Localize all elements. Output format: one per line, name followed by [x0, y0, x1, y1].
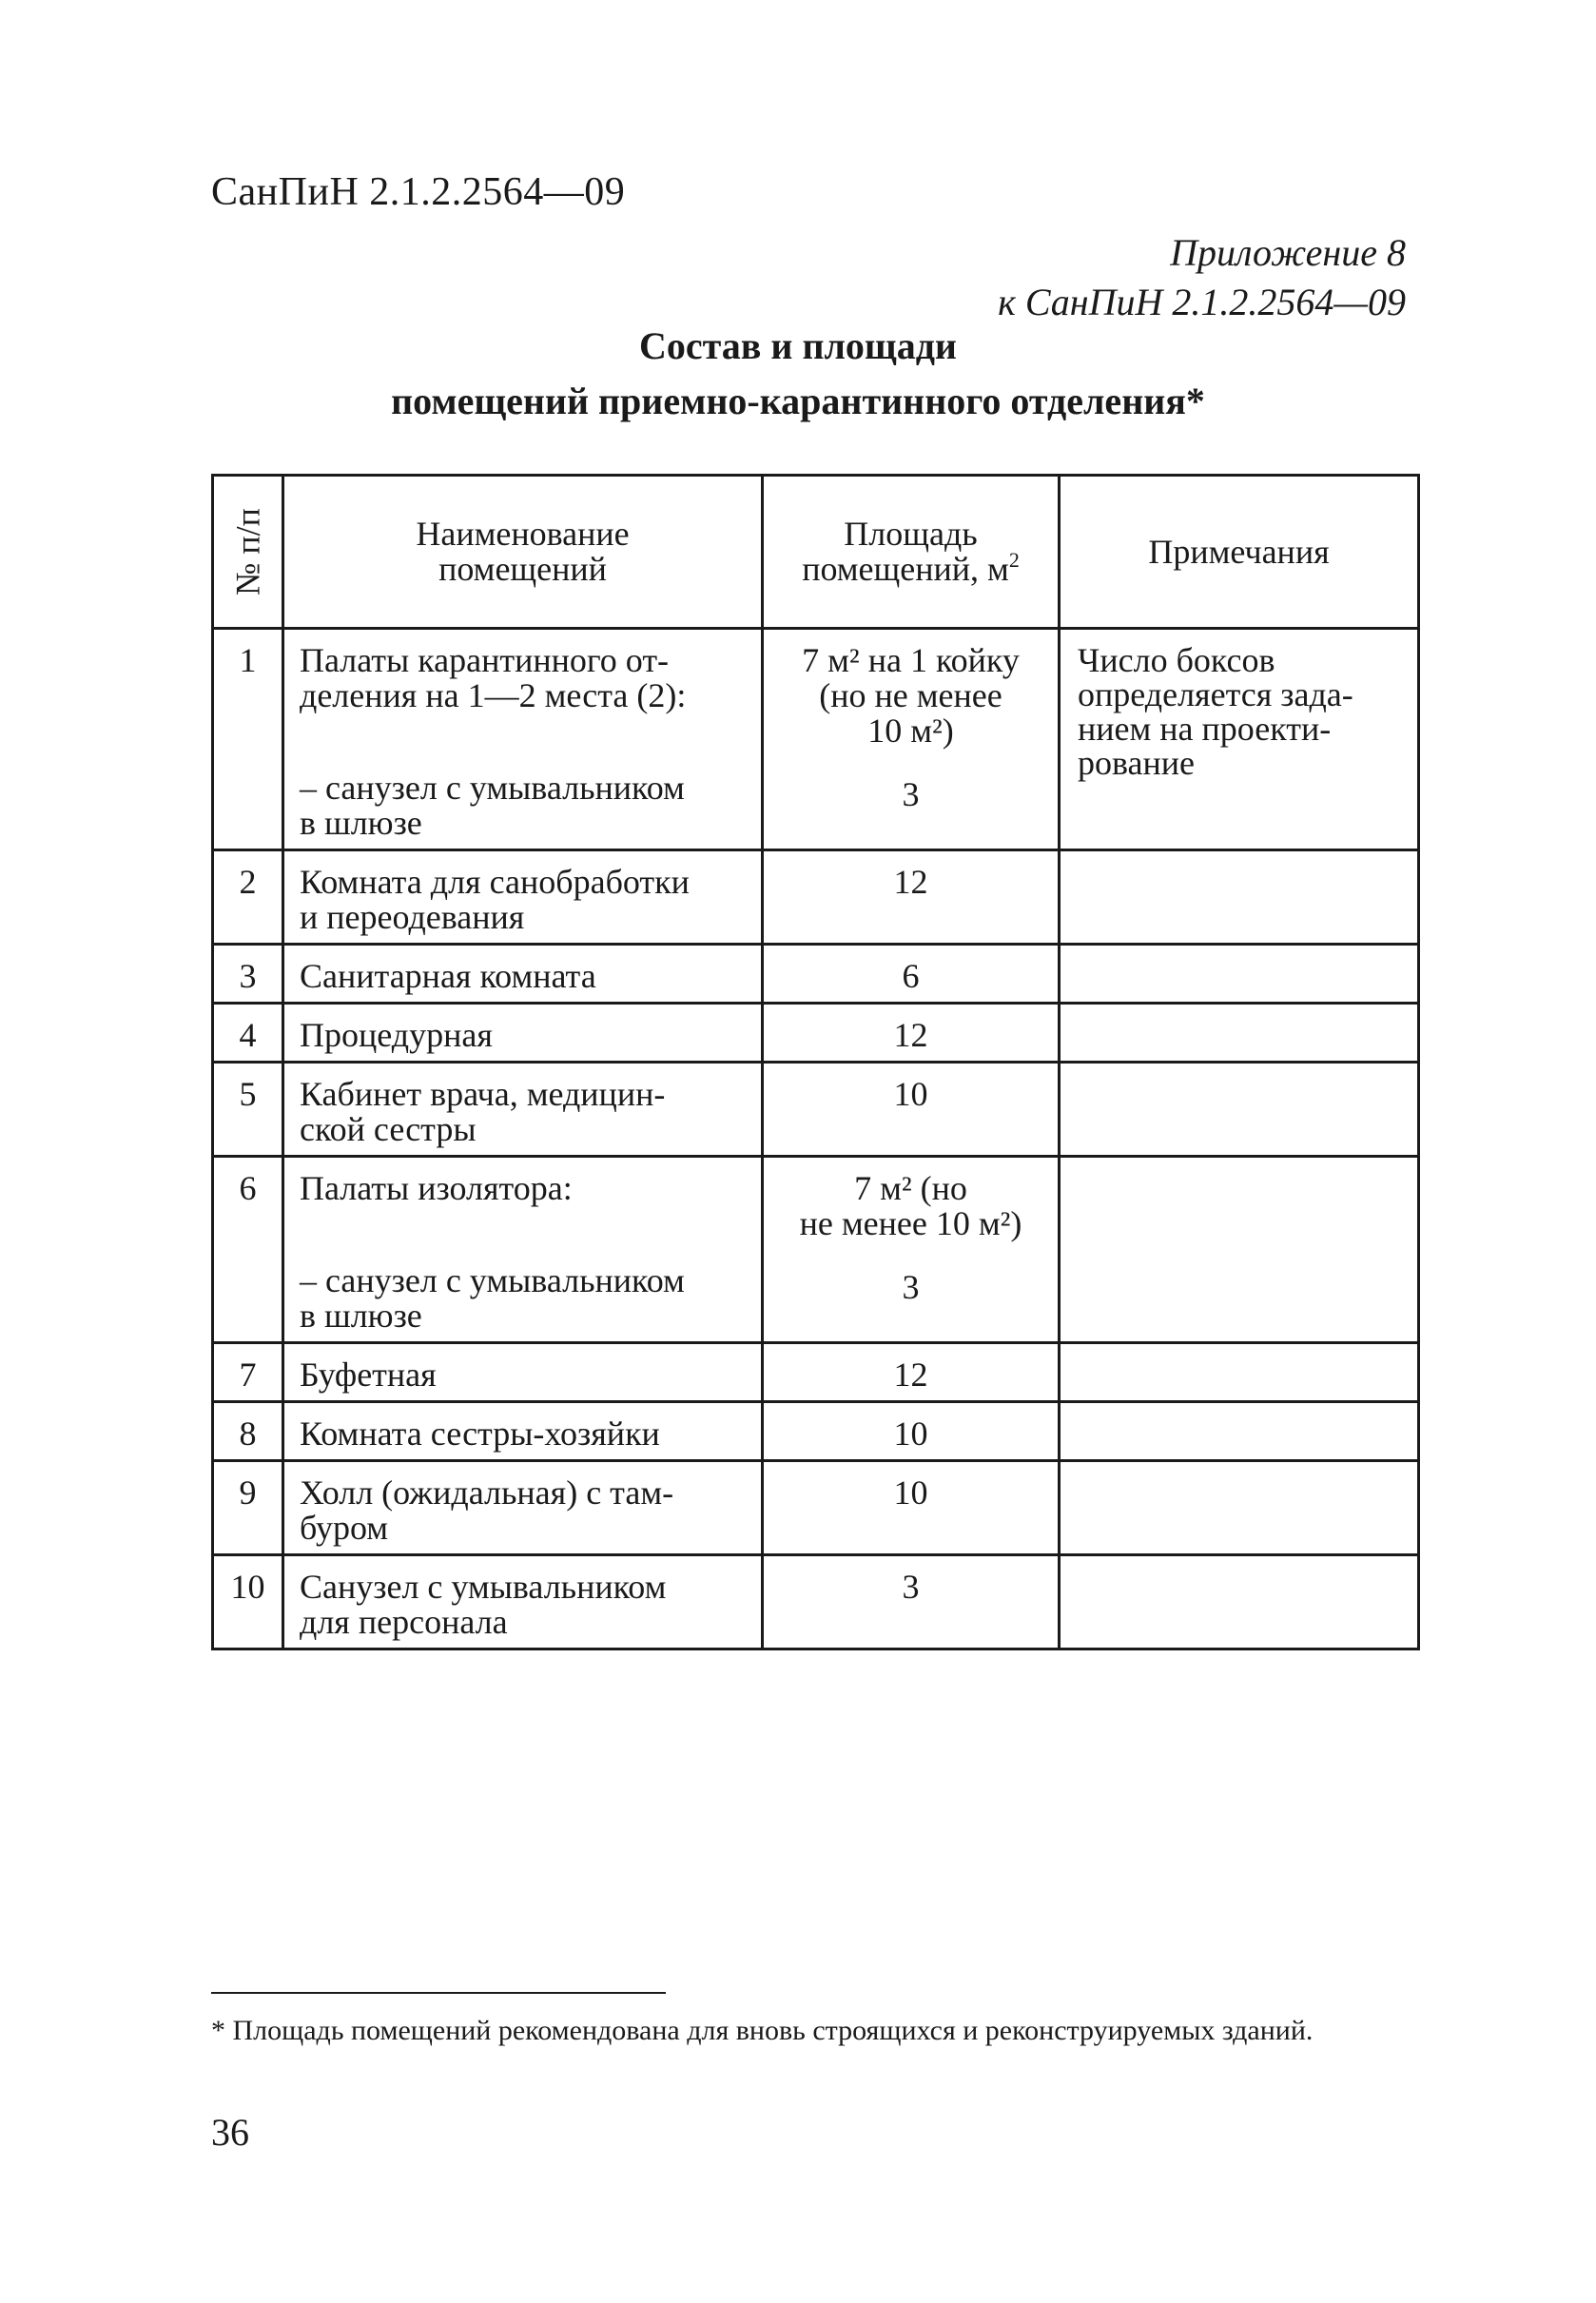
room-area [763, 629, 1060, 850]
room-note [1060, 629, 1419, 850]
room-area: 6 [763, 945, 1060, 1004]
header-name [283, 476, 763, 629]
rooms-table [211, 474, 1420, 1650]
header-note: Примечания [1060, 476, 1419, 629]
header-area-line-2 [764, 548, 1058, 588]
table-row [213, 629, 1419, 850]
appendix-line-2: к СанПиН 2.1.2.2564—09 [998, 281, 1406, 323]
room-area-line: 7 м² (но [854, 1169, 967, 1207]
subroom-name-line: в шлюзе [300, 804, 422, 842]
subroom-area: 3 [902, 1268, 920, 1306]
room-note [1060, 850, 1419, 945]
room-name: Процедурная [283, 1004, 763, 1063]
room-name [283, 850, 763, 945]
table-row [213, 1343, 1419, 1402]
footnote: * Площадь помещений рекомендована для вновь строящихся и реконструируемых зданий. [211, 2015, 1314, 2046]
row-number: 5 [213, 1063, 283, 1157]
table-row [213, 945, 1419, 1004]
document-code: СанПиН 2.1.2.2564—09 [211, 170, 626, 214]
room-area-line: 10 м²) [867, 712, 954, 750]
header-name-line-2: помещений [438, 550, 607, 588]
subroom-area: 3 [902, 775, 920, 813]
room-area [763, 1157, 1060, 1343]
room-name [283, 1063, 763, 1157]
room-area: 12 [763, 1004, 1060, 1063]
room-name: Санитарная комната [283, 945, 763, 1004]
row-number: 6 [213, 1157, 283, 1343]
room-area: 10 [763, 1461, 1060, 1555]
note-line: определяется зада- [1078, 675, 1353, 713]
room-name-line: Палаты изолятора: [300, 1169, 573, 1207]
room-note [1060, 1343, 1419, 1402]
room-name: Буфетная [283, 1343, 763, 1402]
note-line: Число боксов [1078, 641, 1275, 679]
room-name [283, 1461, 763, 1555]
room-name-line: ской сестры [300, 1110, 477, 1148]
table-row [213, 1063, 1419, 1157]
appendix-line-1: Приложение 8 [1170, 231, 1406, 274]
subroom-name-line: в шлюзе [300, 1297, 422, 1335]
footnote-divider [211, 1992, 666, 1994]
header-area-unit: помещений, м [802, 550, 1009, 588]
room-note [1060, 1402, 1419, 1461]
table-row [213, 1004, 1419, 1063]
room-name [283, 629, 763, 850]
room-note [1060, 945, 1419, 1004]
row-number: 9 [213, 1461, 283, 1555]
header-area-superscript: 2 [1008, 548, 1020, 572]
title-line-2: помещений приемно-карантинного отделения* [391, 380, 1205, 422]
room-name-line: Санузел с умывальником [300, 1568, 667, 1606]
room-name-line: и переодевания [300, 898, 525, 936]
table-row [213, 850, 1419, 945]
room-note [1060, 1004, 1419, 1063]
room-name [283, 1157, 763, 1343]
room-name-line: деления на 1—2 места (2): [300, 676, 687, 714]
room-note [1060, 1063, 1419, 1157]
title-line-1: Состав и площади [639, 324, 957, 367]
subroom-name-line: – санузел с умывальником [300, 769, 685, 807]
row-number: 2 [213, 850, 283, 945]
header-area-line-1: Площадь [844, 515, 978, 553]
room-name [283, 1555, 763, 1649]
room-area: 12 [763, 850, 1060, 945]
room-area: 12 [763, 1343, 1060, 1402]
row-number: 1 [213, 629, 283, 850]
header-num [213, 476, 283, 629]
room-area-line: (но не менее [819, 676, 1002, 714]
room-name-line: Палаты карантинного от- [300, 641, 670, 679]
room-area-line: не менее 10 м²) [799, 1204, 1022, 1242]
row-number: 7 [213, 1343, 283, 1402]
table-row [213, 1157, 1419, 1343]
room-note [1060, 1461, 1419, 1555]
room-note [1060, 1157, 1419, 1343]
subroom-name-line: – санузел с умывальником [300, 1261, 685, 1299]
room-area-line: 7 м² на 1 койку [802, 641, 1020, 679]
row-number: 8 [213, 1402, 283, 1461]
room-area: 3 [763, 1555, 1060, 1649]
room-name-line: буром [300, 1509, 389, 1547]
page-number: 36 [211, 2111, 249, 2154]
table-row [213, 1402, 1419, 1461]
table-row [213, 1461, 1419, 1555]
room-name: Комната сестры-хозяйки [283, 1402, 763, 1461]
table-header-row [213, 476, 1419, 629]
room-area: 10 [763, 1402, 1060, 1461]
header-num-label: № п/п [228, 508, 266, 595]
row-number: 3 [213, 945, 283, 1004]
room-note [1060, 1555, 1419, 1649]
note-line: нием на проекти- [1078, 710, 1332, 748]
row-number: 4 [213, 1004, 283, 1063]
table-row [213, 1555, 1419, 1649]
page-title [0, 319, 1596, 429]
room-area: 10 [763, 1063, 1060, 1157]
room-name-line: Комната для санобработки [300, 863, 690, 901]
room-name-line: Холл (ожидальная) с там- [300, 1474, 674, 1512]
header-name-line-1: Наименование [416, 515, 630, 553]
row-number: 10 [213, 1555, 283, 1649]
room-name-line: Кабинет врача, медицин- [300, 1075, 666, 1113]
note-line: рование [1078, 744, 1196, 782]
appendix-reference [998, 228, 1406, 327]
header-area [763, 476, 1060, 629]
room-name-line: для персонала [300, 1603, 508, 1641]
